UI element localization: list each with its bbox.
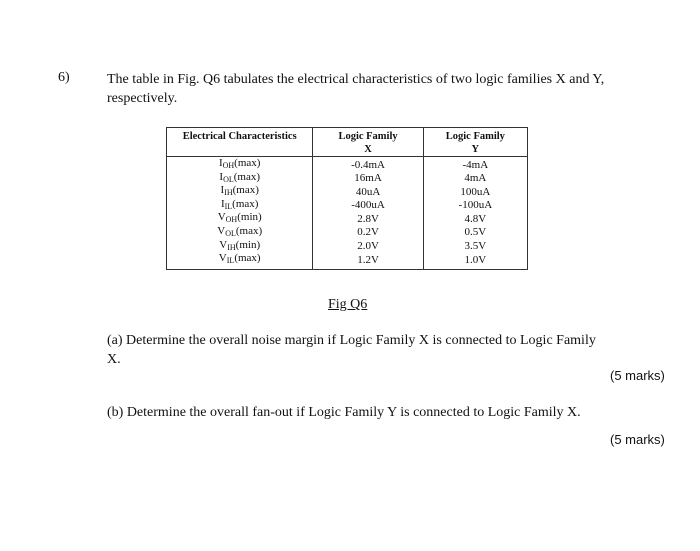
family-x-value: -400uA <box>313 199 423 213</box>
table-row <box>167 226 528 240</box>
part-b-marks: (5 marks) <box>610 432 665 447</box>
family-x-value: 40uA <box>313 185 423 199</box>
characteristics-table <box>166 127 528 270</box>
parameter-cell <box>167 185 313 199</box>
header-family-x-line1: Logic Family <box>338 131 398 142</box>
parameter-suffix: (max) <box>232 197 259 210</box>
family-y-value: 1.0V <box>423 253 527 269</box>
table-row <box>167 172 528 186</box>
parameter-cell <box>167 240 313 254</box>
header-family-x-line2: X <box>364 144 372 155</box>
parameter-symbol: V <box>217 211 226 224</box>
parameter-symbol: V <box>217 224 226 237</box>
family-y-value: 100uA <box>423 185 527 199</box>
parameter-suffix: (max) <box>235 224 263 237</box>
table-row <box>167 253 528 269</box>
parameter-symbol: I <box>220 197 225 210</box>
parameter-suffix: (max) <box>232 184 259 197</box>
parameter-subscript: OH <box>222 161 235 170</box>
table-row <box>167 199 528 213</box>
parameter-suffix: (min) <box>237 211 262 224</box>
parameter-subscript: OH <box>225 215 238 225</box>
table-row <box>167 157 528 172</box>
header-characteristics <box>167 128 313 157</box>
parameter-suffix: (max) <box>233 170 260 183</box>
parameter-subscript: OL <box>223 174 234 184</box>
family-x-value: 1.2V <box>313 253 423 269</box>
parameter-symbol: I <box>218 157 223 169</box>
family-y-value: 0.5V <box>423 226 527 240</box>
parameter-subscript: OL <box>225 228 236 238</box>
parameter-suffix: (min) <box>235 238 261 251</box>
question-intro: The table in Fig. Q6 tabulates the electrical characteristics of two logic families X and Y, respectively. <box>107 72 605 106</box>
parameter-cell <box>167 226 313 240</box>
family-x-value: -0.4mA <box>313 157 423 172</box>
parameter-subscript: IH <box>224 188 233 198</box>
family-x-value: 2.8V <box>313 212 423 226</box>
parameter-cell <box>167 199 313 213</box>
family-y-value: 4mA <box>423 172 527 186</box>
family-x-value: 2.0V <box>313 240 423 254</box>
parameter-cell <box>167 253 313 269</box>
figure-caption: Fig Q6 <box>328 297 368 312</box>
table-row <box>167 185 528 199</box>
table-row <box>167 212 528 226</box>
family-y-value: 4.8V <box>423 212 527 226</box>
parameter-subscript: IL <box>226 256 235 266</box>
part-a-text: (a) Determine the overall noise margin if Logic Family X is connected to Logic Family X. <box>107 333 596 367</box>
family-x-value: 16mA <box>313 172 423 186</box>
parameter-suffix: (max) <box>234 157 261 169</box>
header-family-y-line1: Logic Family <box>445 131 505 142</box>
parameter-symbol: I <box>220 184 225 197</box>
header-family-y <box>423 128 527 157</box>
header-family-x <box>313 128 423 157</box>
header-characteristics-label: Electrical Characteristics <box>182 131 297 142</box>
parameter-subscript: IL <box>224 201 233 211</box>
table-row <box>167 240 528 254</box>
question-number: 6) <box>58 70 70 85</box>
part-b-text: (b) Determine the overall fan-out if Logic Family Y is connected to Logic Family X. <box>107 405 581 420</box>
parameter-cell <box>167 212 313 226</box>
table-header-row <box>167 128 528 157</box>
parameter-symbol: I <box>219 170 224 183</box>
family-x-value: 0.2V <box>313 226 423 240</box>
family-y-value: -100uA <box>423 199 527 213</box>
parameter-subscript: IH <box>227 242 236 252</box>
family-y-value: 3.5V <box>423 240 527 254</box>
parameter-symbol: V <box>218 252 227 265</box>
family-y-value: -4mA <box>423 157 527 172</box>
parameter-suffix: (max) <box>234 252 261 265</box>
header-family-y-line2: Y <box>471 144 480 155</box>
parameter-cell <box>167 172 313 186</box>
parameter-cell <box>167 157 313 172</box>
part-a-marks: (5 marks) <box>610 368 665 383</box>
parameter-symbol: V <box>219 238 228 251</box>
